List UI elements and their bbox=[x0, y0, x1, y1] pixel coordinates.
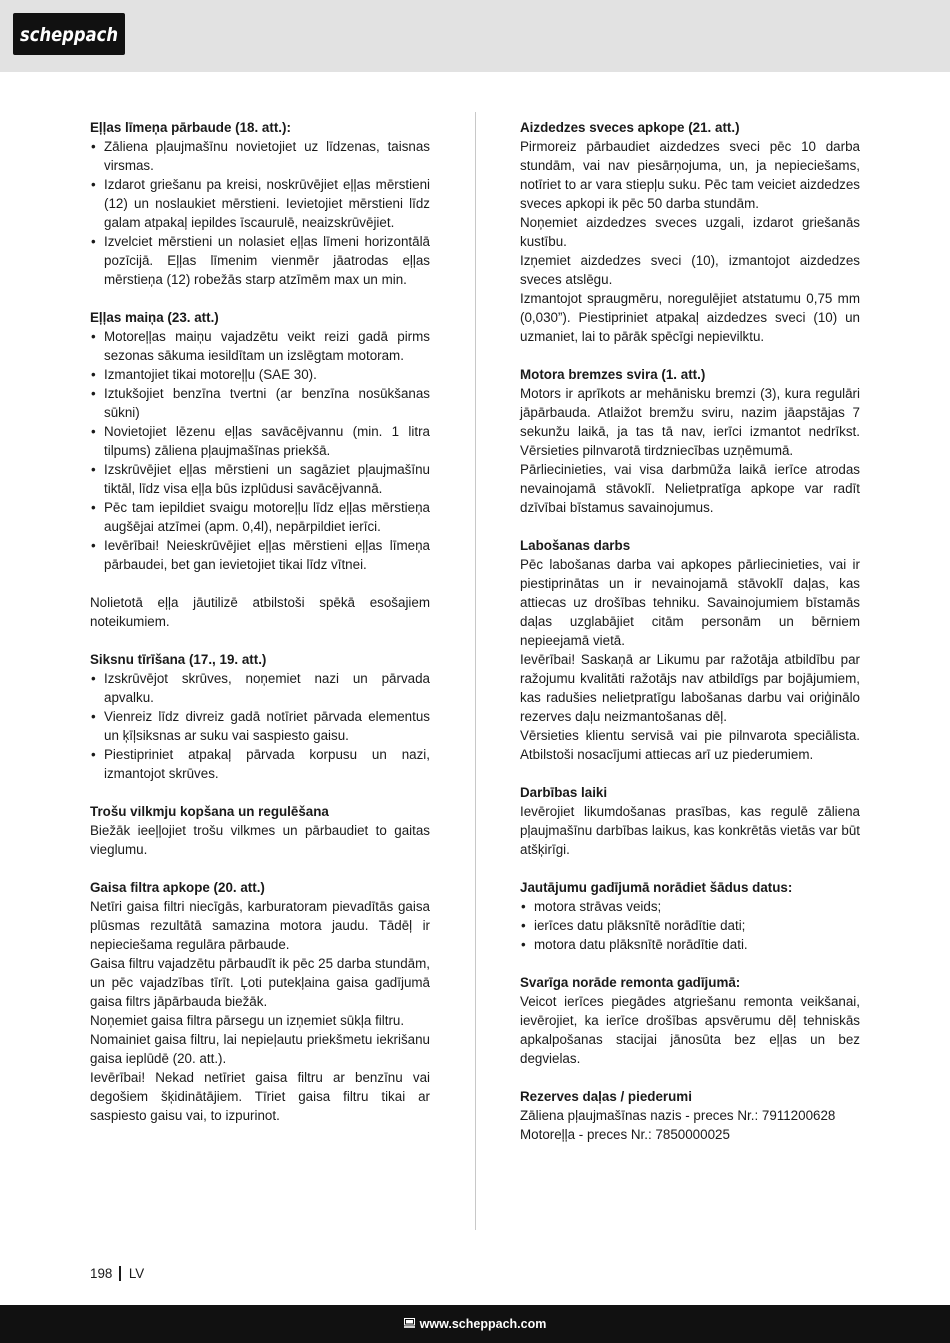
website-link[interactable] bbox=[404, 1317, 547, 1331]
logo-wordmark bbox=[17, 17, 121, 51]
paragraph: Veicot ierīces piegādes atgriešanu remonta veikšanai, ievērojiet, ka ierīce drošības apsvērumu dēļ tehniskās apkalpošanas stacijai jānosūta bez eļļas un bez degvielas. bbox=[520, 994, 860, 1066]
section bbox=[90, 878, 430, 1125]
section bbox=[520, 365, 860, 517]
left-column bbox=[90, 118, 430, 1144]
bullet-item: • ierīces datu plāksnītē norādītie dati; bbox=[520, 916, 860, 935]
paragraph: Gaisa filtru vajadzētu pārbaudīt ik pēc 25 darba stundām, un pēc vajadzības tīrīt. Ļoti putekļaina gaisa gadījumā gaisa filtrs jāpārbauda biežāk. bbox=[90, 956, 430, 1009]
bullet-list bbox=[90, 137, 430, 289]
bullet-item: • Pēc tam iepildiet svaigu motoreļļu līdz eļļas mērstieņa augšējai atzīmei (apm. 0,4l), nepārpildiet ierīci. bbox=[90, 498, 430, 536]
right-column bbox=[520, 118, 860, 1163]
bullet-list bbox=[520, 897, 860, 954]
paragraph: Nolietotā eļļa jāutilizē atbilstoši spēkā esošajiem noteikumiem. bbox=[90, 595, 430, 629]
section-heading: Motora bremzes svira (1. att.) bbox=[520, 367, 706, 382]
paragraph: Noņemiet aizdedzes sveces uzgali, izdarot griešanās kustību. bbox=[520, 215, 860, 249]
section bbox=[520, 1087, 860, 1144]
section-heading: Svarīga norāde remonta gadījumā: bbox=[520, 975, 741, 990]
brand-logo bbox=[13, 13, 125, 55]
paragraph: Biežāk ieeļļojiet trošu vilkmes un pārbaudiet to gaitas vieglumu. bbox=[90, 823, 430, 857]
section-heading: Gaisa filtra apkope (20. att.) bbox=[90, 880, 265, 895]
paragraph: Pēc labošanas darba vai apkopes pārliecinieties, vai ir piestiprinātas un ir nevainojamā stāvoklī daļas, kas attiecas uz drošības tehniku. Savainojumiem bīstamās daļas uzglabājiet citām personām un bērniem nepieejamā vietā. bbox=[520, 557, 860, 648]
paragraph: Izmantojot spraugmēru, noregulējiet atstatumu 0,75 mm (0,030”). Piestipriniet atpakaļ aizdedzes sveci (10) un uzmaniet, lai to pārāk spēcīgi nepievilktu. bbox=[520, 291, 860, 344]
section-heading: Labošanas darbs bbox=[520, 538, 631, 553]
bullet-item: • Izmantojiet tikai motoreļļu (SAE 30). bbox=[90, 365, 430, 384]
bullet-item: • Ievērībai! Neieskrūvējiet eļļas mērstieni eļļas līmeņa pārbaudei, bet gan ievietojiet tikai līdz vītnei. bbox=[90, 536, 430, 574]
bullet-item: • Izvelciet mērstieni un nolasiet eļļas līmeni horizontālā pozīcijā. Eļļas līmenim vienmēr jāatrodas eļļas mērstieņa (12) robežās starp atzīmēm max un min. bbox=[90, 232, 430, 289]
paragraph: Ievērībai! Saskaņā ar Likumu par ražotāja atbildību par ražojumu kvalitāti ražotājs nav atbildīgs par bojājumiem, kas radušies nelietpratīgu labošanas darbu vai oriģinālo rezerves daļu neizmantošanas dēļ. bbox=[520, 652, 860, 724]
bullet-item: • Zāliena pļaujmašīnu novietojiet uz līdzenas, taisnas virsmas. bbox=[90, 137, 430, 175]
section-heading: Jautājumu gadījumā norādiet šādus datus: bbox=[520, 880, 793, 895]
section-heading: Eļļas maiņa (23. att.) bbox=[90, 310, 219, 325]
paragraph: Izņemiet aizdedzes sveci (10), izmantojot aizdedzes sveces atslēgu. bbox=[520, 253, 860, 287]
section-heading: Trošu vilkmju kopšana un regulēšana bbox=[90, 804, 329, 819]
bullet-item: • Izdarot griešanu pa kreisi, noskrūvējiet eļļas mērstieni (12) un noslaukiet mērstieni. Ievietojiet mērstieni līdz galam atpakaļ iepildes īscaurulē, neaizskrūvējiet. bbox=[90, 175, 430, 232]
bullet-item: • Iztukšojiet benzīna tvertni (ar benzīna nosūkšanas sūkni) bbox=[90, 384, 430, 422]
column-divider bbox=[475, 112, 476, 1230]
page-number: 198 bbox=[90, 1266, 113, 1281]
bullet-item: • Piestipriniet atpakaļ pārvada korpusu un nazi, izmantojot skrūves. bbox=[90, 745, 430, 783]
paragraph: Motoreļļa - preces Nr.: 7850000025 bbox=[520, 1127, 730, 1142]
section bbox=[520, 973, 860, 1068]
bullet-item: • Izskrūvējiet eļļas mērstieni un sagāziet pļaujmašīnu tiktāl, līdz visa eļļa būs izplūdusi savācējvannā. bbox=[90, 460, 430, 498]
svg-text:scheppach: scheppach bbox=[20, 24, 118, 46]
paragraph: Noņemiet gaisa filtra pārsegu un izņemiet sūkļa filtru. bbox=[90, 1013, 405, 1028]
section bbox=[90, 118, 430, 289]
page-footer-label bbox=[90, 1264, 144, 1283]
paragraph: Ievērojiet likumdošanas prasības, kas regulē zāliena pļaujmašīnu darbības laikus, kas konkrētās vietās var būt atšķirīgi. bbox=[520, 804, 860, 857]
section bbox=[520, 783, 860, 859]
bullet-item: • Novietojiet lēzenu eļļas savācējvannu (min. 1 litra tilpums) zāliena pļaujmašīnas priekšā. bbox=[90, 422, 430, 460]
footer-band bbox=[0, 1305, 950, 1343]
section-heading: Darbības laiki bbox=[520, 785, 608, 800]
section bbox=[520, 118, 860, 346]
bullet-item: • Motoreļļas maiņu vajadzētu veikt reizi gadā pirms sezonas sākuma iesildītam un izslēgtam motoram. bbox=[90, 327, 430, 365]
paragraph: Nomainiet gaisa filtru, lai nepieļautu priekšmetu iekrišanu gaisa ieplūdē (20. att.). bbox=[90, 1032, 430, 1066]
paragraph: Ievērībai! Nekad netīriet gaisa filtru ar benzīnu vai degošiem šķidinātājiem. Tīriet gaisa filtru tikai ar saspiesto gaisu vai, to izpurinot. bbox=[90, 1070, 430, 1123]
bullet-item: • Izskrūvējot skrūves, noņemiet nazi un pārvada apvalku. bbox=[90, 669, 430, 707]
bullet-item: • motora datu plāksnītē norādītie dati. bbox=[520, 935, 860, 954]
website-url: www.scheppach.com bbox=[419, 1317, 547, 1331]
paragraph: Zāliena pļaujmašīnas nazis - preces Nr.: 7911200628 bbox=[520, 1108, 836, 1123]
paragraph: Pārliecinieties, vai visa darbmūža laikā ierīce atrodas nevainojamā stāvoklī. Nelietpratīga apkope var radīt dzīvībai bīstamus savainojumus. bbox=[520, 462, 860, 515]
monitor-icon bbox=[404, 1317, 415, 1331]
bullet-item: • Vienreiz līdz divreiz gadā notīriet pārvada elementus un ķīļsiksnas ar suku vai saspiesto gaisu. bbox=[90, 707, 430, 745]
section bbox=[90, 650, 430, 783]
bullet-list bbox=[90, 327, 430, 574]
section bbox=[520, 878, 860, 954]
section bbox=[90, 308, 430, 574]
section-heading: Siksnu tīrīšana (17., 19. att.) bbox=[90, 652, 267, 667]
paragraph: Pirmoreiz pārbaudiet aizdedzes sveci pēc 10 darba stundām, vai nav piesārņojuma, un, ja nepieciešams, notīriet to ar vara stiepļu suku. Pēc tam veiciet aizdedzes sveces apkopi ik pēc 50 darba stundām. bbox=[520, 139, 860, 211]
page-separator bbox=[119, 1266, 121, 1281]
section bbox=[520, 536, 860, 764]
paragraph: Vērsieties klientu servisā vai pie pilnvarota speciālista. Atbilstoši nosacījumi attiecas arī uz piederumiem. bbox=[520, 728, 860, 762]
bullet-item: • motora strāvas veids; bbox=[520, 897, 860, 916]
bullet-list bbox=[90, 669, 430, 783]
language-code: LV bbox=[128, 1266, 145, 1281]
section-heading: Rezerves daļas / piederumi bbox=[520, 1089, 692, 1104]
section bbox=[90, 593, 430, 631]
paragraph: Netīri gaisa filtri niecīgās, karburatoram pievadītās gaisa plūsmas rezultātā samazina motora jaudu. Tādēļ ir nepieciešama regulāra pārbaude. bbox=[90, 899, 430, 952]
header-band bbox=[0, 0, 950, 72]
section-heading: Aizdedzes sveces apkope (21. att.) bbox=[520, 120, 740, 135]
paragraph: Motors ir aprīkots ar mehānisku bremzi (3), kura regulāri jāpārbauda. Atlaižot bremžu sviru, nazim jāapstājas 7 sekunžu laikā, ja tas tā nav, ierīci izmantot nedrīkst. Vērsieties pilnvarotā tirdzniecības uzņēmumā. bbox=[520, 386, 860, 458]
section bbox=[90, 802, 430, 859]
section-heading: Eļļas līmeņa pārbaude (18. att.): bbox=[90, 120, 291, 135]
